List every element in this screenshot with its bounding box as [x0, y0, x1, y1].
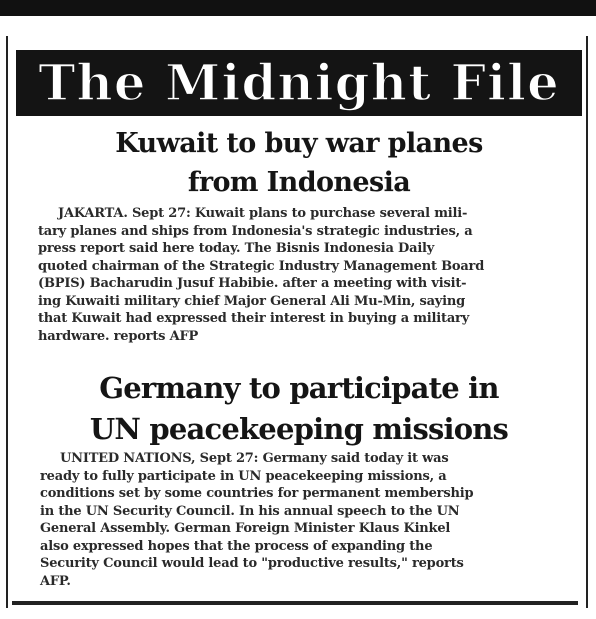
- body-line: ing Kuwaiti military chief Major General Ali Mu-Min, saying: [38, 293, 466, 309]
- body-line: quoted chairman of the Strategic Industry Management Board: [38, 258, 485, 274]
- body-line: General Assembly. German Foreign Minister Klaus Kinkel: [40, 521, 451, 536]
- body-line: ready to fully participate in UN peacekeeping missions, a: [40, 468, 447, 484]
- article-2-headline: [16, 368, 582, 450]
- article-1-headline: [16, 124, 582, 202]
- body-line: conditions set by some countries for permanent membership: [40, 486, 474, 501]
- headline-line: UN peacekeeping missions: [89, 412, 509, 446]
- masthead-title: The Midnight File: [38, 53, 560, 112]
- body-line: also expressed hopes that the process of expanding the: [40, 538, 433, 554]
- body-line: Security Council would lead to "productive results," reports: [40, 556, 464, 571]
- masthead-banner: [16, 50, 582, 116]
- body-line: JAKARTA. Sept 27: Kuwait plans to purchase several mili-: [58, 206, 468, 221]
- body-line: tary planes and ships from Indonesia's strategic industries, a: [38, 223, 473, 239]
- body-line: AFP.: [40, 573, 71, 589]
- headline-line: from Indonesia: [187, 167, 411, 198]
- body-line: UNITED NATIONS, Sept 27: Germany said today it was: [60, 451, 449, 466]
- article-2-body: [40, 450, 580, 590]
- body-line: hardware. reports AFP: [38, 328, 199, 344]
- body-line: (BPIS) Bacharudin Jusuf Habibie. after a meeting with visit-: [38, 276, 467, 291]
- article-1-body: [38, 205, 578, 345]
- headline-line: Germany to participate in: [99, 371, 499, 405]
- top-rule: [0, 0, 596, 16]
- bottom-rule: [12, 601, 578, 605]
- body-line: in the UN Security Council. In his annual speech to the UN: [40, 503, 460, 519]
- body-line: that Kuwait had expressed their interest in buying a military: [38, 311, 470, 326]
- body-line: press report said here today. The Bisnis Indonesia Daily: [38, 241, 435, 256]
- headline-line: Kuwait to buy war planes: [115, 128, 483, 159]
